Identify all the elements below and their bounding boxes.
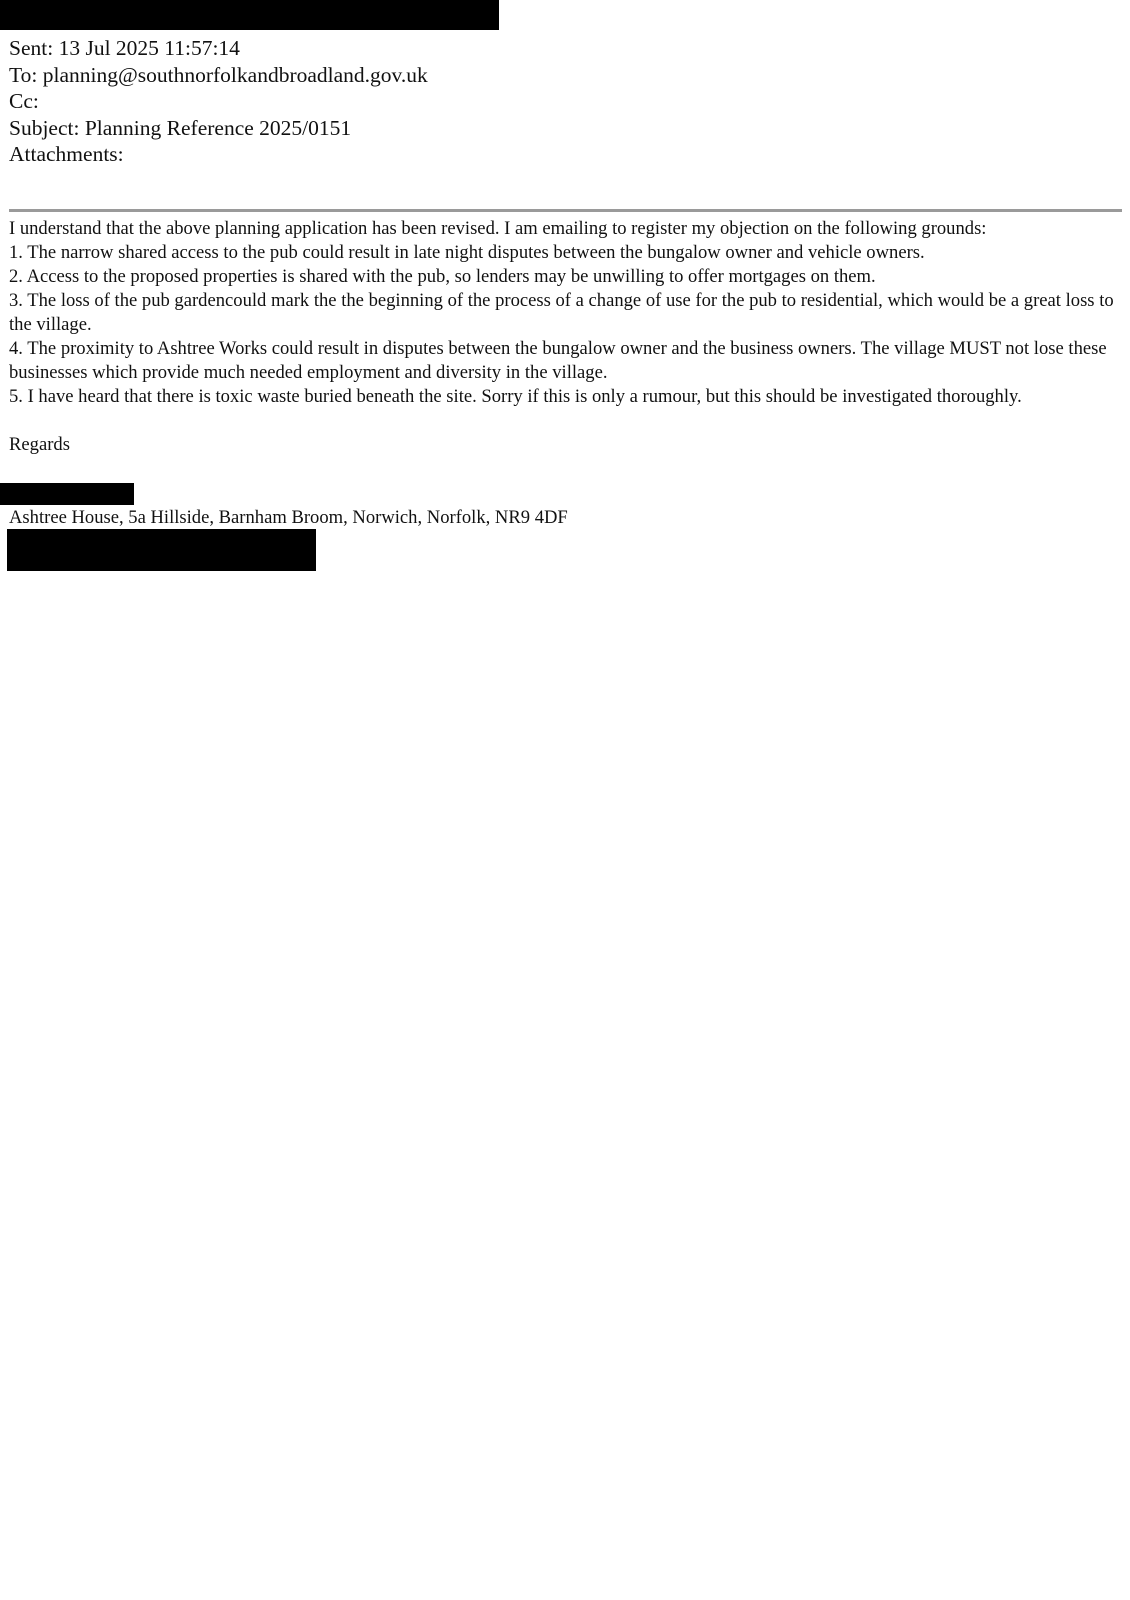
- objection-point-2: 2. Access to the proposed properties is shared with the pub, so lenders may be unwilling to offer mortgages on them.: [9, 266, 876, 287]
- closing-regards: Regards: [9, 434, 70, 455]
- redacted-name: [0, 483, 134, 505]
- objection-point-4: 4. The proximity to Ashtree Works could result in disputes between the bungalow owner and the business owners. The village MUST not lose these businesses which provide much needed employment and diversity in the village.: [9, 338, 1107, 383]
- redacted-contact: [7, 529, 316, 571]
- sent-line: Sent: 13 Jul 2025 11:57:14: [9, 36, 240, 60]
- to-line: To: planning@southnorfolkandbroadland.gov.uk: [9, 62, 428, 87]
- intro-paragraph: I understand that the above planning application has been revised. I am emailing to register my objection on the following grounds:: [9, 218, 987, 239]
- attachments-line: Attachments:: [9, 142, 124, 166]
- objection-point-5: 5. I have heard that there is toxic waste buried beneath the site. Sorry if this is only a rumour, but this should be investigated thoroughly.: [9, 386, 1022, 407]
- subject-line: Subject: Planning Reference 2025/0151: [9, 115, 352, 140]
- paragraph-gap: [9, 409, 1125, 433]
- objection-point-1: 1. The narrow shared access to the pub could result in late night disputes between the bungalow owner and vehicle owners.: [9, 242, 925, 263]
- email-body: [9, 217, 1125, 457]
- email-header: [9, 35, 428, 168]
- header-divider: [9, 209, 1122, 212]
- cc-line: Cc:: [9, 89, 39, 113]
- redacted-sender-bar: [0, 0, 499, 30]
- sender-address: Ashtree House, 5a Hillside, Barnham Broom, Norwich, Norfolk, NR9 4DF: [9, 507, 568, 528]
- objection-point-3: 3. The loss of the pub gardencould mark the the beginning of the process of a change of use for the pub to residential, which would be a great loss to the village.: [9, 290, 1114, 335]
